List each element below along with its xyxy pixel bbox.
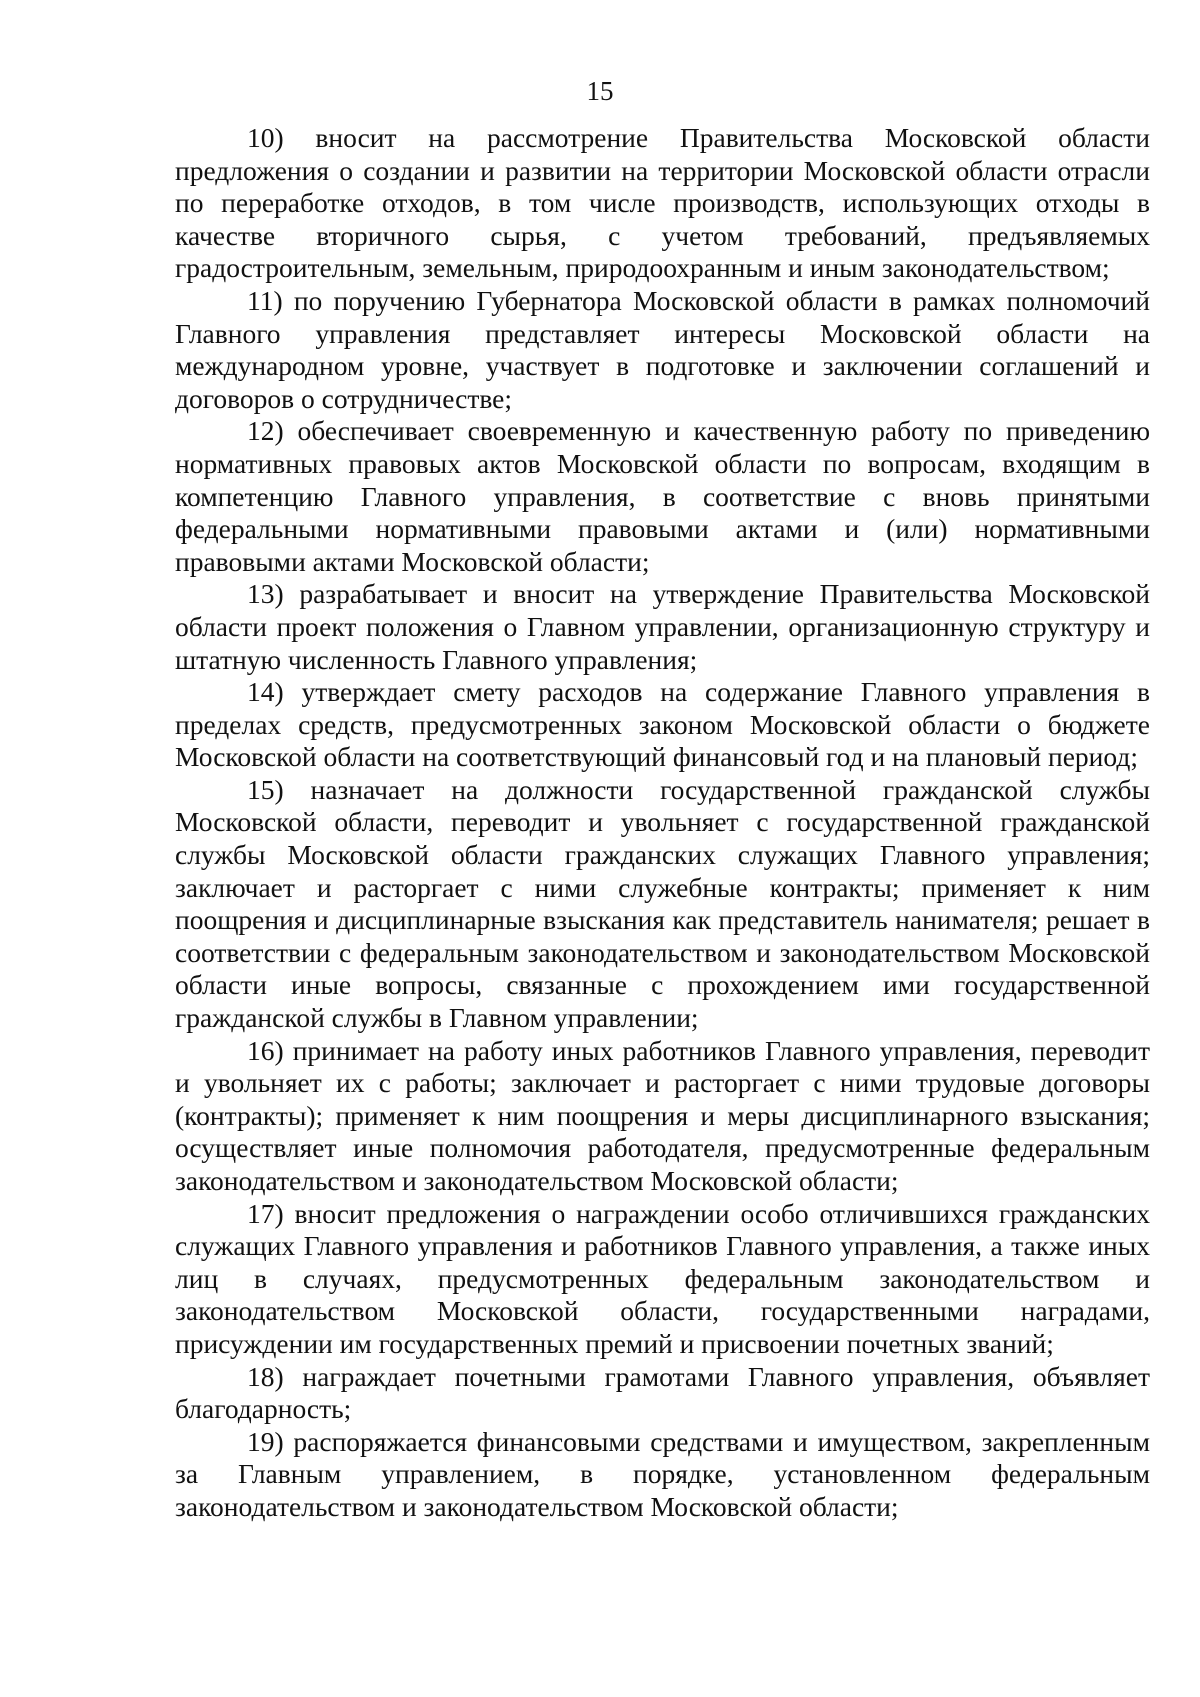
document-body xyxy=(175,122,1150,1524)
paragraph-item-15: 15) назначает на должности государственной гражданской службы Московской области, переводит и увольняет с государственной гражданской службы Московской области гражданских служащих Главного управления; заключает и расторгает с ними служебные контракты; применяет к ним поощрения и дисциплинарные взыскания как представитель нанимателя; решает в соответствии с федеральным законодательством и законодательством Московской области иные вопросы, связанные с прохождением ими государственной гражданской службы в Главном управлении; xyxy=(175,773,1150,1034)
paragraph-item-17: 17) вносит предложения о награждении особо отличившихся гражданских служащих Главного управления и работников Главного управления, а также иных лиц в случаях, предусмотренных федеральным законодательством и законодательством Московской области, государственными наградами, присуждении им государственных премий и присвоении почетных званий; xyxy=(175,1197,1150,1359)
paragraph-item-12: 12) обеспечивает своевременную и качественную работу по приведению нормативных правовых актов Московской области по вопросам, входящим в компетенцию Главного управления, в соответствие с вновь принятыми федеральными нормативными правовыми актами и (или) нормативными правовыми актами Московской области; xyxy=(175,415,1150,577)
paragraph-item-14: 14) утверждает смету расходов на содержание Главного управления в пределах средств, предусмотренных законом Московской области о бюджете Московской области на соответствующий финансовый год и на плановый период; xyxy=(175,676,1150,773)
paragraph-item-10: 10) вносит на рассмотрение Правительства Московской области предложения о создании и развитии на территории Московской области отрасли по переработке отходов, в том числе производств, использующих отходы в качестве вторичного сырья, с учетом требований, предъявляемых градостроительным, земельным, природоохранным и иным законодательством; xyxy=(175,122,1150,284)
paragraph-item-18: 18) награждает почетными грамотами Главного управления, объявляет благодарность; xyxy=(175,1360,1150,1425)
paragraph-item-13: 13) разрабатывает и вносит на утверждение Правительства Московской области проект положения о Главном управлении, организационную структуру и штатную численность Главного управления; xyxy=(175,578,1150,675)
paragraph-item-16: 16) принимает на работу иных работников Главного управления, переводит и увольняет их с работы; заключает и расторгает с ними трудовые договоры (контракты); применяет к ним поощрения и меры дисциплинарного взыскания; осуществляет иные полномочия работодателя, предусмотренные федеральным законодательством и законодательством Московской области; xyxy=(175,1034,1150,1196)
paragraph-item-19: 19) распоряжается финансовыми средствами и имуществом, закрепленным за Главным управлением, в порядке, установленном федеральным законодательством и законодательством Московской области; xyxy=(175,1425,1150,1522)
paragraph-item-11: 11) по поручению Губернатора Московской области в рамках полномочий Главного управления представляет интересы Московской области на международном уровне, участвует в подготовке и заключении соглашений и договоров о сотрудничестве; xyxy=(175,284,1150,414)
page-number: 15 xyxy=(586,76,614,106)
